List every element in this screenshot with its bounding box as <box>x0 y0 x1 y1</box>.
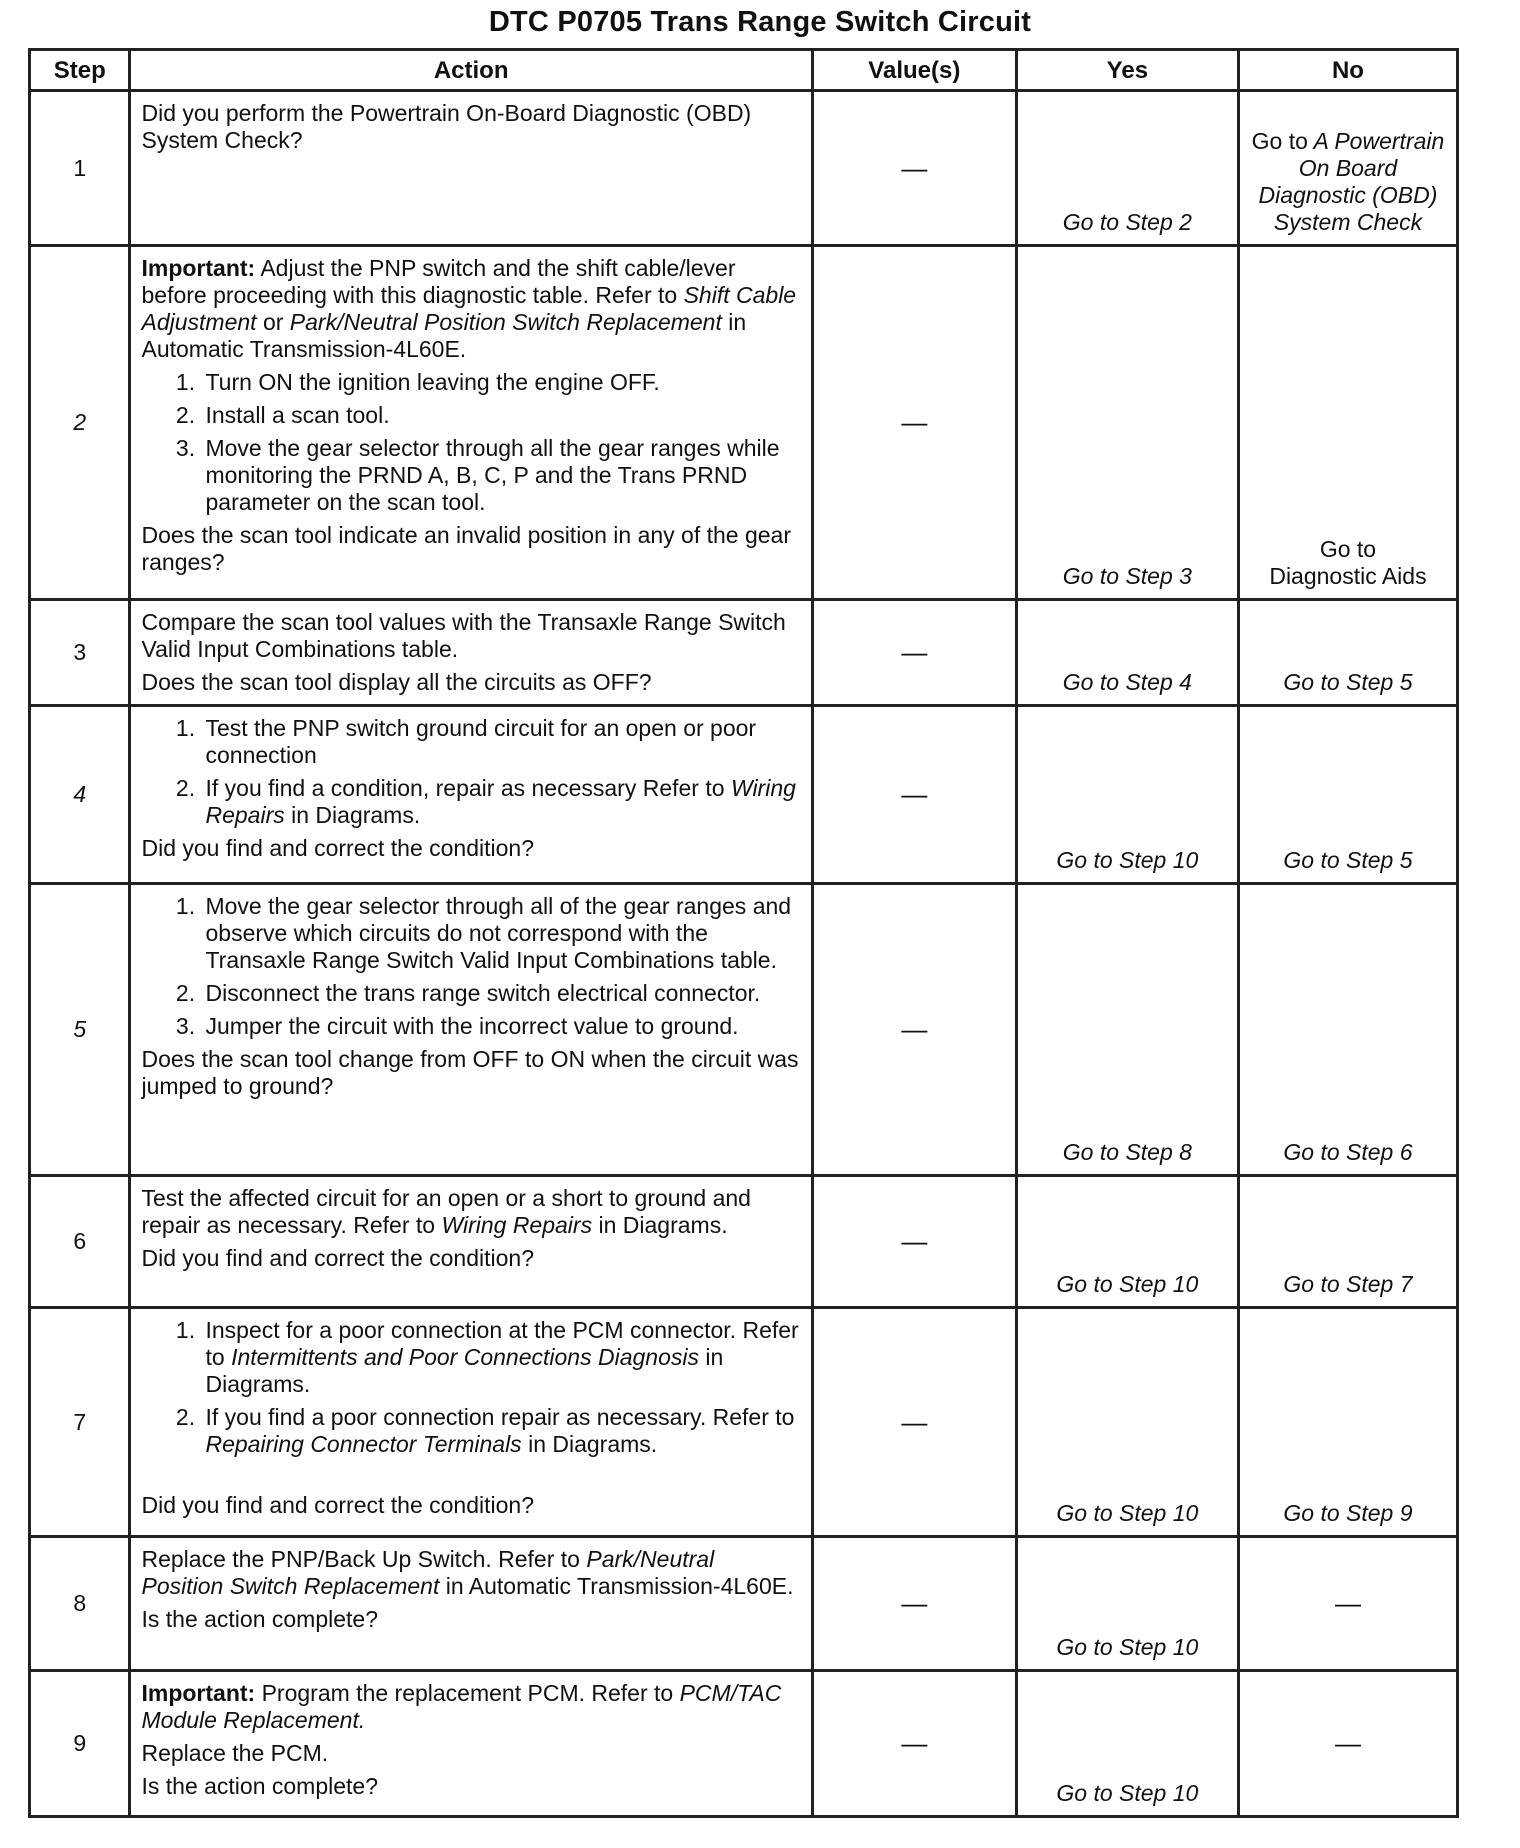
ref-shift-cable-adjustment[interactable]: Shift Cable Adjustment <box>141 282 797 335</box>
action-cell <box>130 91 812 246</box>
list-item-text: If you find a condition, repair as necessary Refer to <box>205 775 725 801</box>
no-value: — <box>1238 1671 1457 1817</box>
ref-pnp-switch-replacement[interactable]: Park/Neutral Position Switch Replacement <box>141 1546 715 1599</box>
step-number: 5 <box>30 884 130 1176</box>
yes-link[interactable]: Go to Step 10 <box>1016 706 1238 884</box>
yes-link[interactable]: Go to Step 10 <box>1016 1671 1238 1817</box>
instruction-text: Replace the PCM. <box>141 1740 329 1766</box>
instruction-text-part: in Diagrams. <box>598 1212 728 1238</box>
important-note <box>141 1680 800 1734</box>
yes-link[interactable]: Go to Step 3 <box>1016 246 1238 600</box>
list-item <box>201 1404 800 1458</box>
question-text: Is the action complete? <box>141 1606 379 1632</box>
list-item: 1. Turn ON the ignition leaving the engine OFF. <box>201 369 800 396</box>
list-item <box>201 1317 800 1398</box>
action-cell <box>130 884 812 1176</box>
yes-link[interactable]: Go to Step 10 <box>1016 1308 1238 1537</box>
header-step: Step <box>30 50 130 91</box>
action-cell <box>130 1671 812 1817</box>
action-cell <box>130 1176 812 1308</box>
important-label: Important: <box>141 1680 256 1706</box>
table-row <box>30 1671 1458 1817</box>
table-row <box>30 246 1458 600</box>
list-item <box>201 775 800 829</box>
header-values: Value(s) <box>812 50 1016 91</box>
action-cell <box>130 706 812 884</box>
instruction-text-part: in Automatic Transmission-4L60E. <box>445 1573 794 1599</box>
step-number: 6 <box>30 1176 130 1308</box>
no-link[interactable] <box>1238 246 1457 600</box>
value-cell: — <box>812 1671 1016 1817</box>
action-cell <box>130 246 812 600</box>
procedure-list <box>141 1317 800 1458</box>
value-cell: — <box>812 884 1016 1176</box>
table-row <box>30 600 1458 706</box>
list-item: 1. Test the PNP switch ground circuit for an open or poor connection <box>201 715 800 769</box>
procedure-list <box>141 369 800 516</box>
value-cell: — <box>812 1176 1016 1308</box>
important-text: or <box>262 309 284 335</box>
table-row <box>30 91 1458 246</box>
list-item: 2. Install a scan tool. <box>201 402 800 429</box>
value-cell: — <box>812 600 1016 706</box>
list-item-text: in Diagrams. <box>291 802 421 828</box>
instruction-text-part: Replace the PNP/Back Up Switch. Refer to <box>141 1546 580 1572</box>
table-row <box>30 884 1458 1176</box>
important-text: Adjust the PNP switch and the shift cable/lever before proceeding with this diagnostic table. Refer to <box>141 255 736 308</box>
important-text: Program the replacement PCM. Refer to <box>261 1680 674 1706</box>
no-link[interactable]: Go to Step 9 <box>1238 1308 1457 1537</box>
no-link[interactable]: Go to Step 5 <box>1238 706 1457 884</box>
yes-link[interactable]: Go to Step 10 <box>1016 1537 1238 1671</box>
list-item: 2. Disconnect the trans range switch electrical connector. <box>201 980 800 1007</box>
procedure-list <box>141 715 800 829</box>
important-label: Important: <box>141 255 256 281</box>
question-text: Does the scan tool display all the circuits as OFF? <box>141 669 652 695</box>
value-cell: — <box>812 1537 1016 1671</box>
question-text: Does the scan tool change from OFF to ON when the circuit was jumped to ground? <box>141 1046 799 1099</box>
table-row <box>30 1537 1458 1671</box>
header-no: No <box>1238 50 1457 91</box>
no-link[interactable]: Go to Step 6 <box>1238 884 1457 1176</box>
yes-link[interactable]: Go to Step 2 <box>1016 91 1238 246</box>
value-cell: — <box>812 706 1016 884</box>
diagnostic-table <box>28 48 1459 1818</box>
instruction-text-part: Test the affected circuit for an open or a short to ground and repair as necessary. Refer to <box>141 1185 751 1238</box>
important-text: in Automatic Transmission-4L60E. <box>141 309 747 362</box>
list-item-text: in Diagrams. <box>205 1344 724 1397</box>
value-cell: — <box>812 1308 1016 1537</box>
instruction-text <box>141 1546 800 1600</box>
value-cell: — <box>812 246 1016 600</box>
step-number: 9 <box>30 1671 130 1817</box>
no-link[interactable]: Go to Step 5 <box>1238 600 1457 706</box>
no-link-target: Diagnostic Aids <box>1269 563 1427 589</box>
yes-link[interactable]: Go to Step 8 <box>1016 884 1238 1176</box>
ref-wiring-repairs[interactable]: Wiring Repairs <box>441 1212 593 1238</box>
page-title: DTC P0705 Trans Range Switch Circuit <box>488 6 1032 38</box>
step-number: 2 <box>30 246 130 600</box>
step-number: 4 <box>30 706 130 884</box>
list-item: 3. Move the gear selector through all the gear ranges while monitoring the PRND A, B, C, P and the Trans PRND parameter on the scan tool. <box>201 435 800 516</box>
procedure-list <box>141 893 800 1040</box>
instruction-text <box>141 1185 800 1239</box>
table-row <box>30 1308 1458 1537</box>
yes-link[interactable]: Go to Step 10 <box>1016 1176 1238 1308</box>
question-text: Is the action complete? <box>141 1773 379 1799</box>
action-cell <box>130 600 812 706</box>
ref-repairing-connector-terminals[interactable]: Repairing Connector Terminals <box>205 1431 522 1457</box>
question-text: Did you find and correct the condition? <box>141 1492 535 1518</box>
no-link-prefix: Go to <box>1319 536 1377 562</box>
step-number: 8 <box>30 1537 130 1671</box>
action-cell <box>130 1308 812 1537</box>
step-number: 7 <box>30 1308 130 1537</box>
table-row <box>30 1176 1458 1308</box>
list-item: 3. Jumper the circuit with the incorrect value to ground. <box>201 1013 800 1040</box>
question-text: Did you find and correct the condition? <box>141 1245 535 1271</box>
instruction-text: Compare the scan tool values with the Transaxle Range Switch Valid Input Combinations table. <box>141 609 786 662</box>
no-link-prefix: Go to <box>1251 128 1308 154</box>
ref-pnp-switch-replacement[interactable]: Park/Neutral Position Switch Replacement <box>289 309 722 335</box>
step-number: 3 <box>30 600 130 706</box>
step-number: 1 <box>30 91 130 246</box>
ref-intermittents-diagnosis[interactable]: Intermittents and Poor Connections Diagnosis <box>231 1344 699 1370</box>
table-header-row <box>30 50 1458 91</box>
yes-link[interactable]: Go to Step 4 <box>1016 600 1238 706</box>
ref-wiring-repairs[interactable]: Wiring Repairs <box>205 775 796 828</box>
question-text: Did you find and correct the condition? <box>141 835 535 861</box>
no-link[interactable]: Go to Step 7 <box>1238 1176 1457 1308</box>
no-link[interactable] <box>1238 91 1457 246</box>
list-item-text: in Diagrams. <box>528 1431 658 1457</box>
list-item-text: Inspect for a poor connection at the PCM connector. Refer to <box>205 1317 799 1370</box>
no-link-target: A Powertrain On Board Diagnostic (OBD) System Check <box>1258 128 1445 235</box>
table-row <box>30 706 1458 884</box>
question-text: Did you perform the Powertrain On-Board Diagnostic (OBD) System Check? <box>141 100 752 153</box>
question-text: Does the scan tool indicate an invalid position in any of the gear ranges? <box>141 522 792 575</box>
list-item: 1. Move the gear selector through all of the gear ranges and observe which circuits do not correspond with the Transaxle Range Switch Valid Input Combinations table. <box>201 893 800 974</box>
ref-pcm-tac-module-replacement[interactable]: PCM/TAC Module Replacement. <box>141 1680 782 1733</box>
no-value: — <box>1238 1537 1457 1671</box>
header-action: Action <box>130 50 812 91</box>
important-note <box>141 255 800 363</box>
header-yes: Yes <box>1016 50 1238 91</box>
value-cell: — <box>812 91 1016 246</box>
action-cell <box>130 1537 812 1671</box>
list-item-text: If you find a poor connection repair as necessary. Refer to <box>205 1404 795 1430</box>
